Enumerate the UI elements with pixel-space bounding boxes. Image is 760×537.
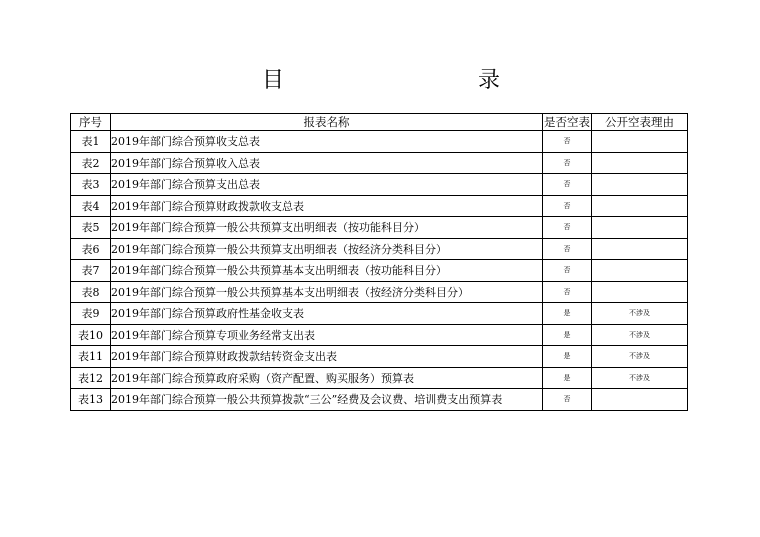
empty-flag: 否 [543,217,592,239]
row-number: 表1 [71,131,111,153]
row-number: 表11 [71,346,111,368]
report-name: 2019年部门综合预算政府采购（资产配置、购买服务）预算表 [111,367,543,389]
table-row [71,174,688,196]
report-name: 2019年部门综合预算一般公共预算拨款“三公”经费及会议费、培训费支出预算表 [111,389,543,411]
table-row [71,217,688,239]
table-row [71,389,688,411]
header-row [71,114,688,131]
report-name: 2019年部门综合预算支出总表 [111,174,543,196]
empty-reason: 不涉及 [592,303,688,325]
empty-flag: 否 [543,131,592,153]
empty-reason [592,260,688,282]
report-name: 2019年部门综合预算财政拨款收支总表 [111,195,543,217]
empty-flag: 是 [543,324,592,346]
row-number: 表3 [71,174,111,196]
empty-flag: 否 [543,389,592,411]
contents-table [70,113,688,411]
empty-reason [592,195,688,217]
header-no: 序号 [71,114,111,131]
row-number: 表2 [71,152,111,174]
empty-flag: 是 [543,367,592,389]
row-number: 表5 [71,217,111,239]
report-name: 2019年部门综合预算一般公共预算基本支出明细表（按经济分类科目分） [111,281,543,303]
title-char-2: 录 [478,68,501,93]
report-name: 2019年部门综合预算专项业务经常支出表 [111,324,543,346]
empty-flag: 是 [543,303,592,325]
empty-reason [592,389,688,411]
table-row [71,346,688,368]
table-row [71,367,688,389]
empty-reason: 不涉及 [592,324,688,346]
row-number: 表12 [71,367,111,389]
row-number: 表10 [71,324,111,346]
report-name: 2019年部门综合预算收支总表 [111,131,543,153]
report-name: 2019年部门综合预算财政拨款结转资金支出表 [111,346,543,368]
table-row [71,195,688,217]
empty-flag: 否 [543,174,592,196]
empty-flag: 否 [543,195,592,217]
table-row [71,303,688,325]
table-row [71,131,688,153]
header-reason: 公开空表理由 [592,114,688,131]
report-name: 2019年部门综合预算收入总表 [111,152,543,174]
table-row [71,260,688,282]
report-name: 2019年部门综合预算一般公共预算基本支出明细表（按功能科目分） [111,260,543,282]
report-name: 2019年部门综合预算一般公共预算支出明细表（按经济分类科目分） [111,238,543,260]
empty-reason [592,281,688,303]
table-row [71,281,688,303]
row-number: 表6 [71,238,111,260]
report-name: 2019年部门综合预算政府性基金收支表 [111,303,543,325]
empty-reason [592,238,688,260]
table-row [71,152,688,174]
empty-reason [592,152,688,174]
empty-reason [592,217,688,239]
row-number: 表9 [71,303,111,325]
page-title [0,66,760,96]
empty-flag: 否 [543,238,592,260]
table-row [71,324,688,346]
title-char-1: 目 [262,68,285,93]
table-row [71,238,688,260]
row-number: 表13 [71,389,111,411]
empty-reason [592,174,688,196]
empty-flag: 否 [543,281,592,303]
report-name: 2019年部门综合预算一般公共预算支出明细表（按功能科目分） [111,217,543,239]
header-name: 报表名称 [111,114,543,131]
empty-flag: 是 [543,346,592,368]
row-number: 表8 [71,281,111,303]
empty-reason: 不涉及 [592,367,688,389]
header-empty: 是否空表 [544,115,590,129]
empty-reason [592,131,688,153]
empty-reason: 不涉及 [592,346,688,368]
empty-flag: 否 [543,260,592,282]
row-number: 表7 [71,260,111,282]
empty-flag: 否 [543,152,592,174]
row-number: 表4 [71,195,111,217]
